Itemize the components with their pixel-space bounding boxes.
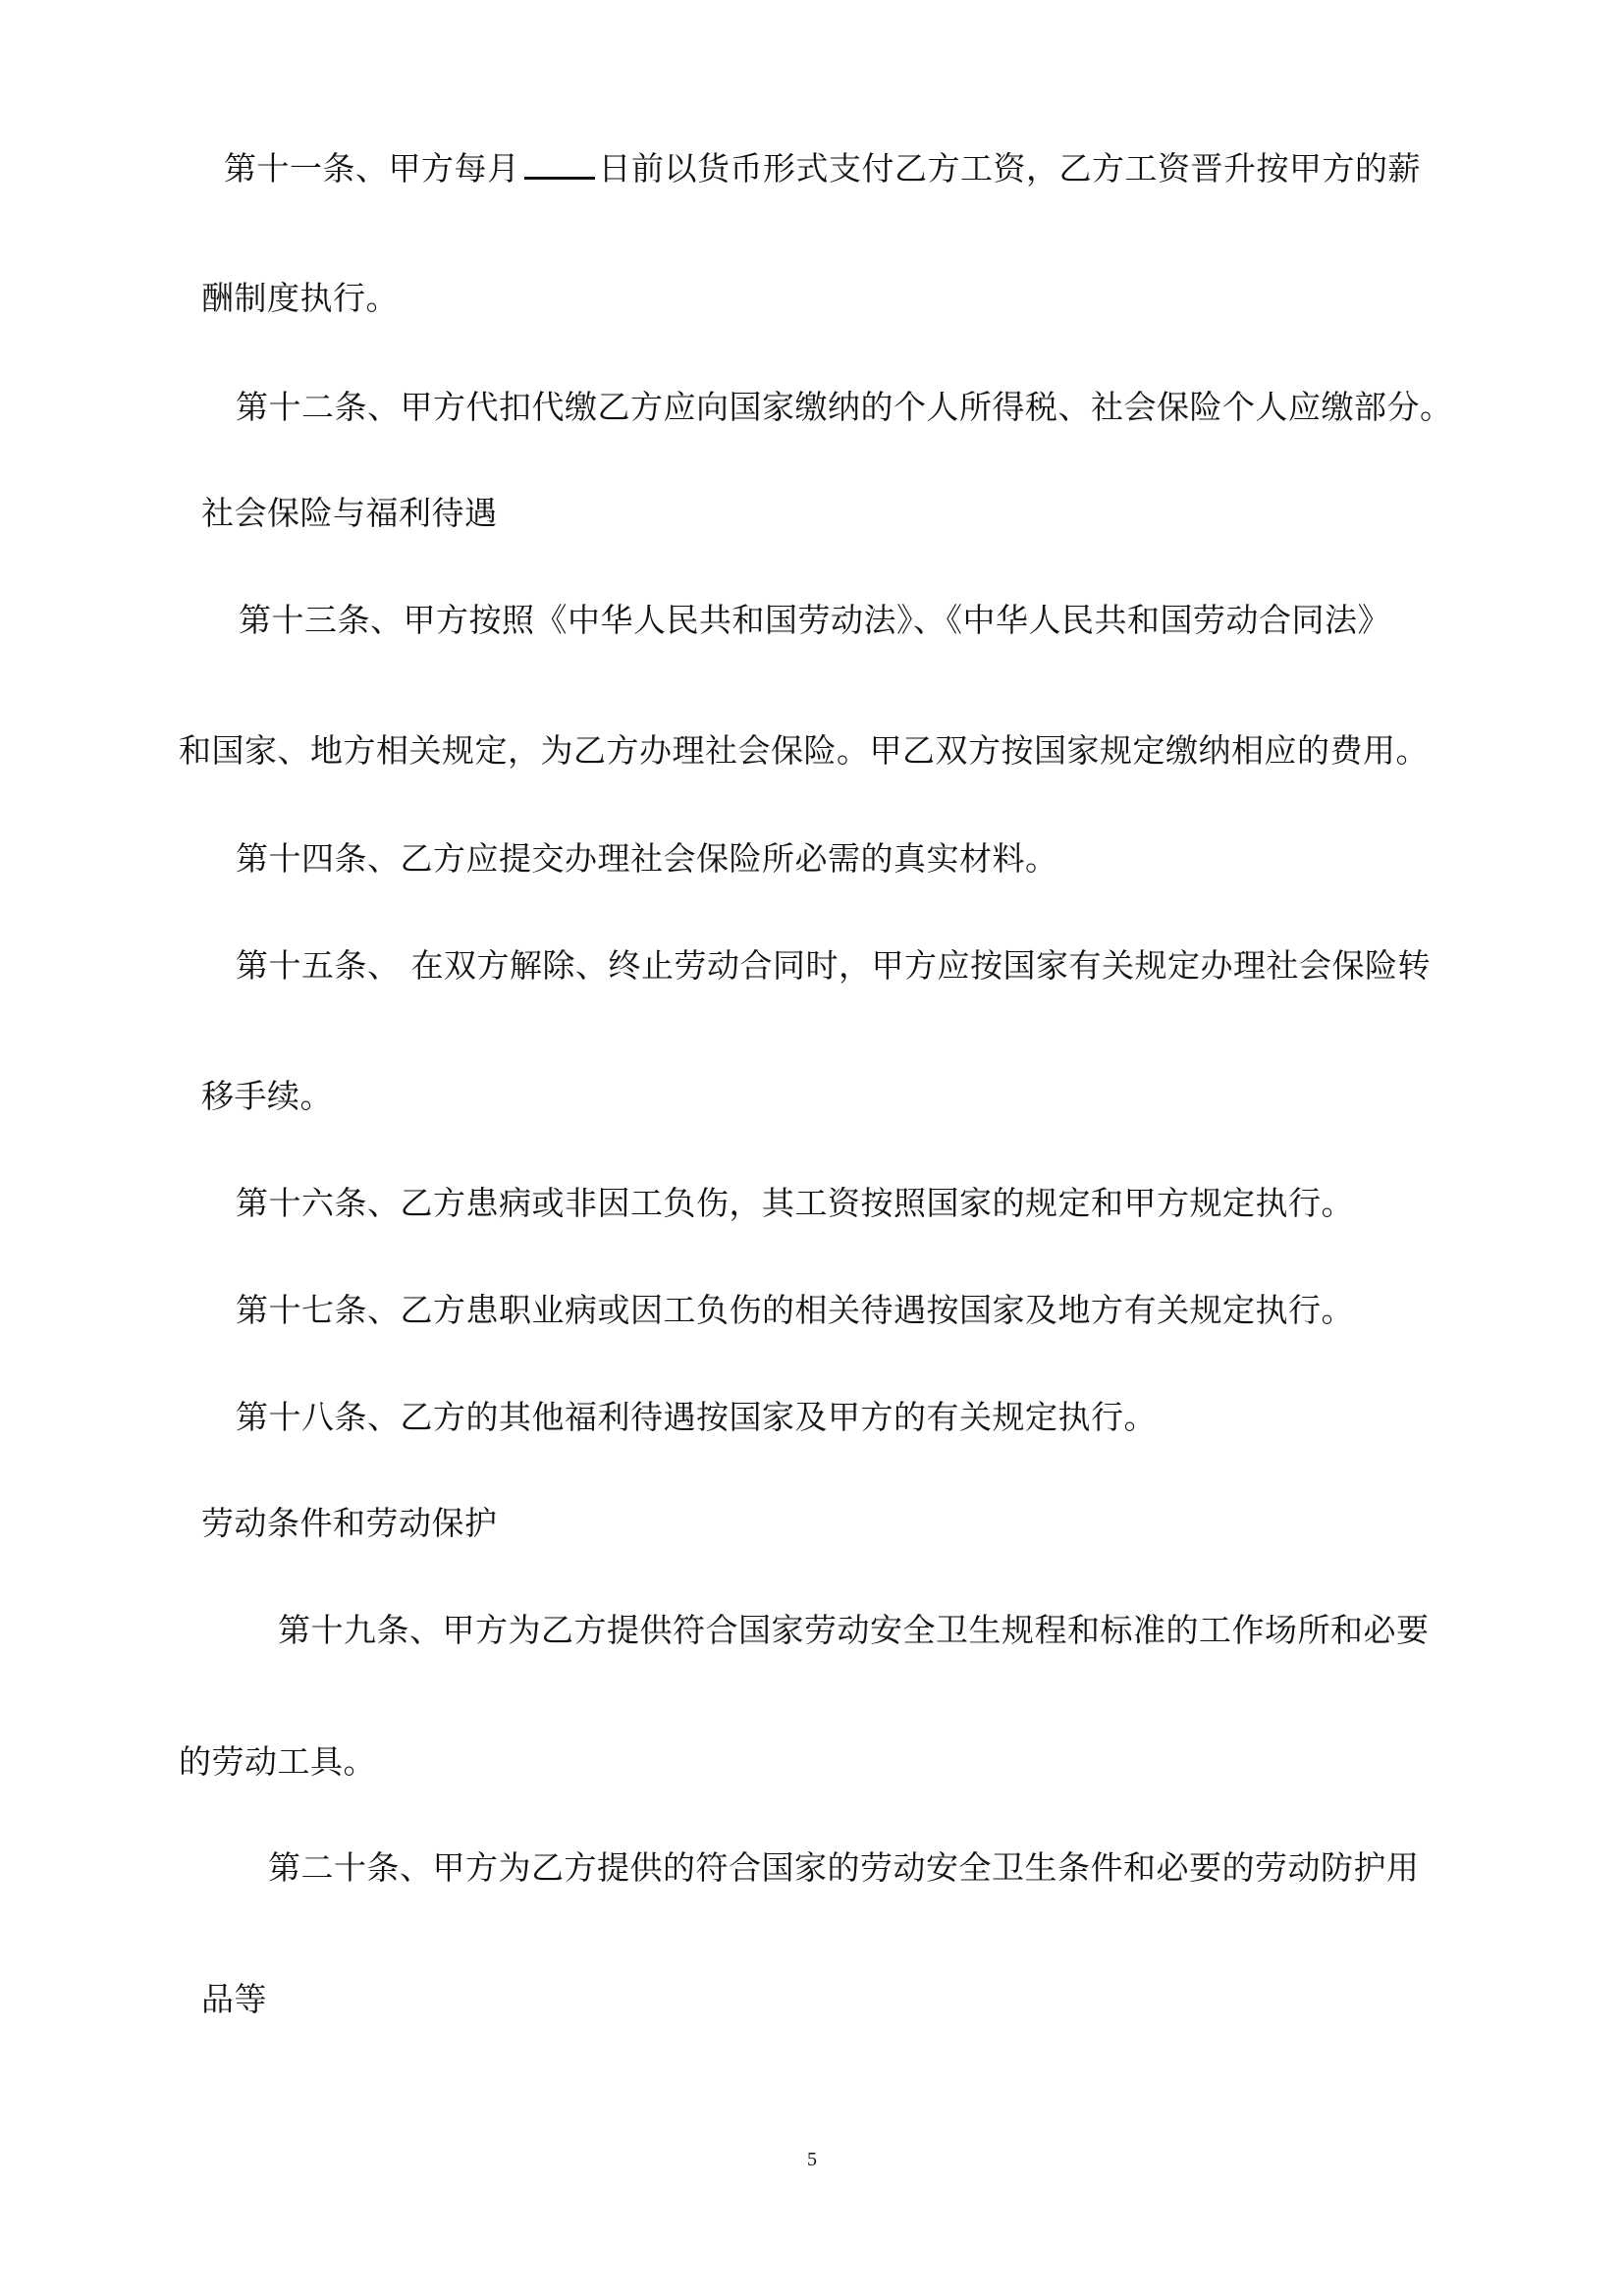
article-11-text-end: 日前以货币形式支付乙方工资，乙方工资晋升按甲方的薪 [598,149,1421,187]
article-16: 第十六条、乙方患病或非因工负伤，其工资按照国家的规定和甲方规定执行。 [236,1184,1354,1222]
article-12: 第十二条、甲方代扣代缴乙方应向国家缴纳的个人所得税、社会保险个人应缴部分。 [236,388,1453,426]
article-11-line-2: 酬制度执行。 [201,279,399,317]
article-19-line-2: 的劳动工具。 [179,1742,376,1781]
section-heading-labor-protection: 劳动条件和劳动保护 [201,1504,498,1542]
article-17: 第十七条、乙方患职业病或因工负伤的相关待遇按国家及地方有关规定执行。 [236,1291,1354,1329]
article-19-line-1: 第十九条、甲方为乙方提供符合国家劳动安全卫生规程和标准的工作场所和必要 [278,1611,1430,1649]
article-13-line-2: 和国家、地方相关规定，为乙方办理社会保险。甲乙双方按国家规定缴纳相应的费用。 [179,731,1429,770]
article-15-line-2: 移手续。 [201,1077,333,1115]
article-14: 第十四条、乙方应提交办理社会保险所必需的真实材料。 [236,839,1058,878]
article-15-line-1: 第十五条、 在双方解除、终止劳动合同时，甲方应按国家有关规定办理社会保险转 [236,946,1431,985]
article-18: 第十八条、乙方的其他福利待遇按国家及甲方的有关规定执行。 [236,1398,1157,1436]
article-20-line-1: 第二十条、甲方为乙方提供的符合国家的劳动安全卫生条件和必要的劳动防护用 [268,1848,1420,1887]
payday-blank-field [524,147,595,180]
article-13-line-1: 第十三条、甲方按照《中华人民共和国劳动法》、《中华人民共和国劳动合同法》 [239,601,1390,639]
page-number: 5 [807,2149,817,2170]
article-11-line-1 [224,147,1421,188]
article-20-line-2: 品等 [201,1980,267,2018]
section-heading-social-insurance: 社会保险与福利待遇 [201,494,498,532]
article-11-text-start: 第十一条、甲方每月 [224,149,520,187]
